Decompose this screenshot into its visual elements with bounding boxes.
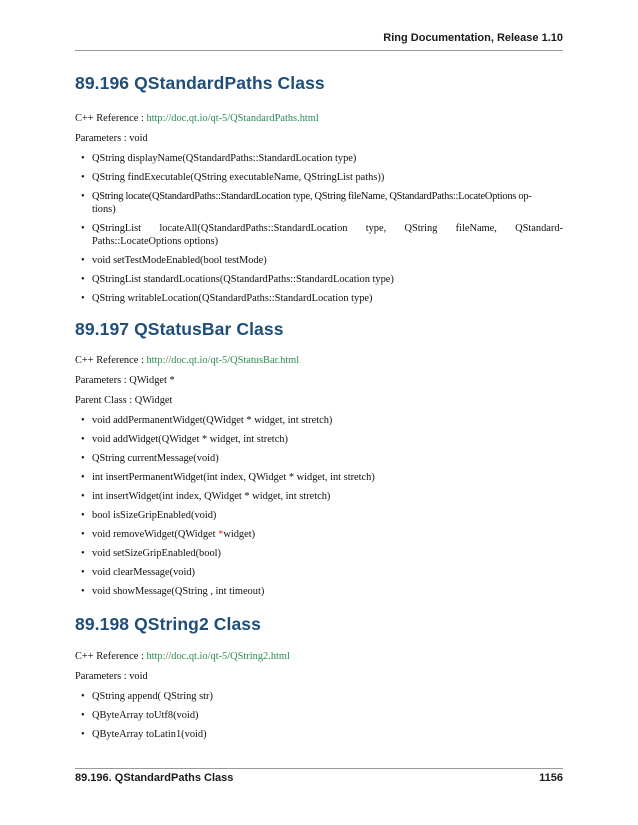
method-list [75,152,563,305]
list-item [75,190,563,216]
section-title: 89.197 QStatusBar Class [75,319,284,339]
bullet: • [81,529,85,540]
bullet: • [81,691,85,702]
method-text: int insertWidget(int index, QWidget * widget, int stretch) [92,491,331,502]
method-list [75,414,563,598]
list-item [75,566,563,579]
method-text: void clearMessage(void) [92,567,196,578]
bullet: • [81,274,85,285]
method-text: QStringList standardLocations(QStandardPaths::StandardLocation type) [92,274,394,285]
section-qstatusbar [75,319,563,598]
section-qstring2 [75,614,563,741]
list-item [75,292,563,305]
list-item [75,414,563,427]
reference-label: C++ Reference : [75,355,147,366]
bullet: • [81,510,85,521]
bullet: • [81,491,85,502]
method-text: widget) [223,529,256,540]
running-header: Ring Documentation, Release 1.10 [383,32,563,44]
reference-link[interactable]: http://doc.qt.io/qt-5/QStatusBar.html [146,355,300,366]
bullet: • [81,586,85,597]
footer-section-label: 89.196. QStandardPaths Class [75,772,234,784]
list-item [75,509,563,522]
bullet: • [81,548,85,559]
parent-class-line: Parent Class : QWidget [75,395,173,406]
bullet: • [81,415,85,426]
bullet: • [81,729,85,740]
method-text: QString currentMessage(void) [92,453,219,464]
list-item [75,273,563,286]
reference-label: C++ Reference : [75,113,147,124]
reference-line [75,112,563,125]
bullet: • [81,191,85,202]
method-text: QByteArray toUtf8(void) [92,710,199,721]
bullet: • [81,153,85,164]
method-text: void addWidget(QWidget * widget, int stretch) [92,434,288,445]
bullet: • [81,710,85,721]
method-text: void setSizeGripEnabled(bool) [92,548,221,559]
list-item [75,490,563,503]
list-item [75,152,563,165]
list-item [75,452,563,465]
bullet: • [81,223,85,234]
bullet: • [81,293,85,304]
reference-link[interactable]: http://doc.qt.io/qt-5/QStandardPaths.html [146,113,319,124]
method-text: void addPermanentWidget(QWidget * widget, int stretch) [92,415,333,426]
method-text: void setTestModeEnabled(bool testMode) [92,255,267,266]
method-text: int insertPermanentWidget(int index, QWidget * widget, int stretch) [92,472,375,483]
method-list [75,690,563,741]
reference-link[interactable]: http://doc.qt.io/qt-5/QString2.html [146,651,290,662]
method-text: void removeWidget(QWidget [92,529,219,540]
method-text: QString append( QString str) [92,691,213,702]
method-text: QString locate(QStandardPaths::StandardLocation type, QString fileName, QStandardPaths::LocateOptions op- [92,191,532,202]
list-item [75,254,563,267]
header-rule [75,50,563,51]
footer-rule [75,768,563,769]
method-text: void showMessage(QString , int timeout) [92,586,265,597]
list-item [75,585,563,598]
list-item [75,547,563,560]
section-title: 89.196 QStandardPaths Class [75,73,325,93]
parameters-line: Parameters : QWidget * [75,375,175,386]
reference-line [75,354,563,367]
method-text: QString writableLocation(QStandardPaths::StandardLocation type) [92,293,373,304]
list-item [75,690,563,703]
method-text: QString displayName(QStandardPaths::StandardLocation type) [92,153,357,164]
page-number: 1156 [539,772,563,784]
parameters-line: Parameters : void [75,133,148,144]
pointer-asterisk: * [218,529,224,540]
method-text: QString findExecutable(QString executableName, QStringList paths)) [92,172,385,183]
bullet: • [81,172,85,183]
reference-line [75,650,563,663]
list-item [75,222,563,248]
method-text: bool isSizeGripEnabled(void) [92,510,217,521]
bullet: • [81,255,85,266]
list-item [75,171,563,184]
list-item [75,709,563,722]
method-text: QByteArray toLatin1(void) [92,729,207,740]
method-text: QStringList locateAll(QStandardPaths::StandardLocation type, QString fileName, QStandard- [92,223,563,234]
list-item [75,471,563,484]
list-item [75,728,563,741]
bullet: • [81,453,85,464]
method-text-continued: Paths::LocateOptions options) [92,236,219,247]
parameters-line: Parameters : void [75,671,148,682]
method-text-continued: tions) [92,204,116,215]
bullet: • [81,472,85,483]
list-item [75,528,563,541]
bullet: • [81,567,85,578]
section-qstandardpaths [75,73,563,305]
bullet: • [81,434,85,445]
running-footer [75,772,563,786]
reference-label: C++ Reference : [75,651,147,662]
section-title: 89.198 QString2 Class [75,614,261,634]
list-item [75,433,563,446]
